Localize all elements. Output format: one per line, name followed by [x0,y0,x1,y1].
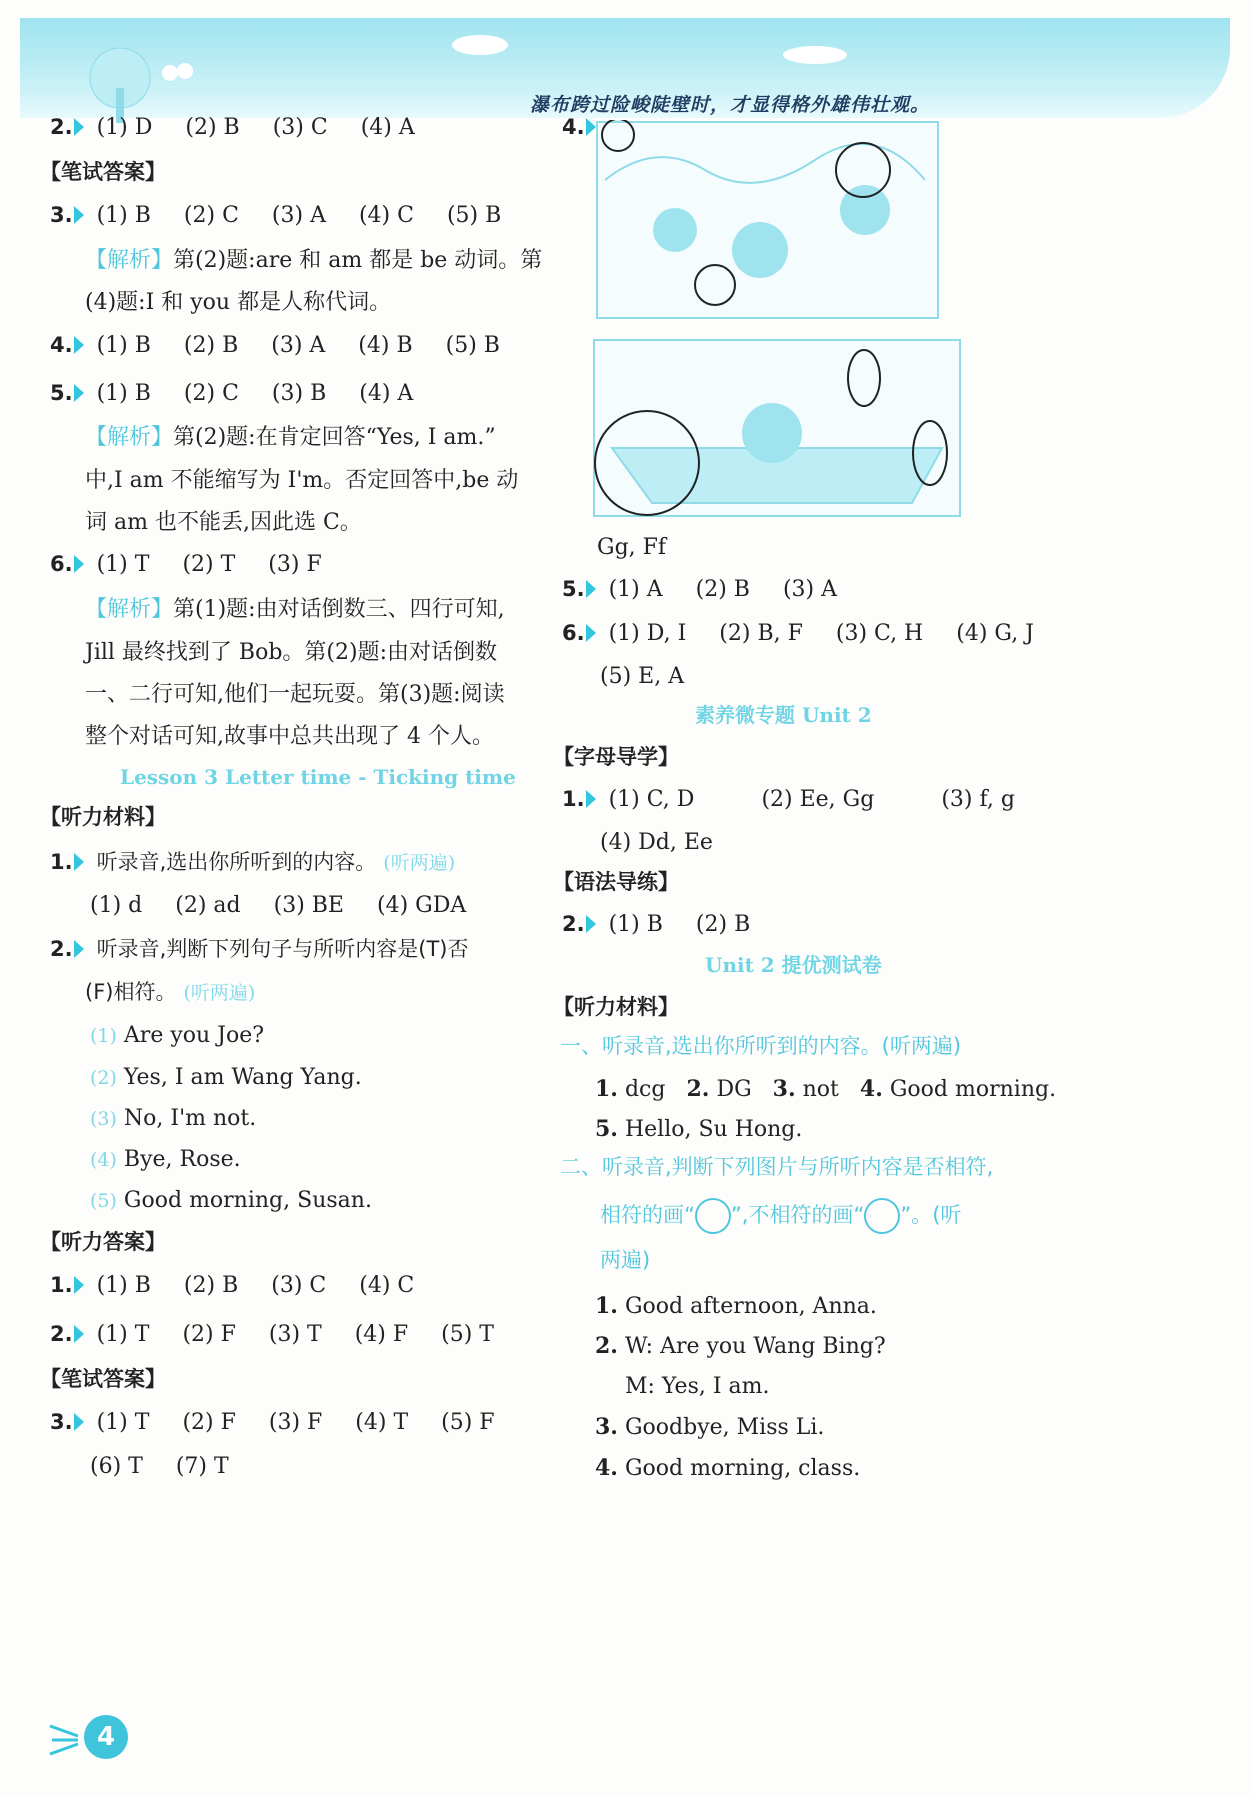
header-motto: 瀑布跨过险峻陡壁时，才显得格外雄伟壮观。 [529,94,930,116]
question-text: 听录音,判断下列句子与所听内容是(T)否 [96,937,469,961]
answer: (5) B [445,333,500,358]
script-line [595,1414,824,1441]
answer: (4) B [358,333,413,358]
section-heading: 【笔试答案】 [40,1367,166,1391]
answer: (3) F [268,1410,323,1435]
script-line [595,1076,1056,1103]
explanation-line: (4)题:I 和 you 都是人称代词。 [85,290,392,315]
answer: (2) B [185,115,240,140]
page-number: 4 [84,1715,128,1759]
answer-line [50,1273,440,1299]
answer: (4) F [354,1322,409,1347]
item-number: (5) [90,1190,117,1212]
answer-line [50,1322,520,1348]
answer: (3) A [271,333,326,358]
answer-line [50,1410,521,1436]
script-item [90,1188,372,1214]
item-text: Goodbye, Miss Li. [624,1415,825,1440]
explanation-line: 整个对话可知,故事中总共出现了 4 个人。 [85,724,494,749]
item-number: 4. [859,1076,883,1102]
answer: (3) B [271,381,327,406]
instruction-text: ”,不相符的画“ [730,1203,865,1227]
option: (1) d [90,893,143,918]
script-item [90,1147,241,1173]
item-text: No, I'm not. [123,1106,257,1131]
answer: (6) T [90,1454,143,1479]
subsection-title-cont: 两遍) [600,1248,651,1272]
question-line-cont [85,980,255,1006]
option: (3) BE [273,893,344,918]
item-number: 4. [595,1455,618,1481]
answer: (2) B [183,1273,239,1298]
explanation-line [85,597,505,623]
question-number: 5. [50,381,84,406]
answer: (5) F [441,1410,495,1435]
answer: (1) C, D [608,787,695,812]
script-line [595,1455,860,1482]
subsection-title-cont [600,1198,961,1234]
answer-line: (5) E, A [600,664,685,689]
answer: (2) F [182,1322,236,1347]
section-heading: 【听力材料】 [553,995,679,1019]
item-text: Good morning. [889,1077,1057,1102]
answer: (2) B, F [719,621,803,646]
answer: (3) C [271,1273,327,1298]
answer: (1) B [96,203,151,228]
option: (4) GDA [377,893,467,918]
smiley-face-icon [695,1198,731,1234]
answer: (1) B [96,333,151,358]
answer-line-2 [50,115,441,141]
explanation-tag: 【解析】 [85,248,174,273]
answer: (4) A [359,381,414,406]
explanation-text: 第(2)题:在肯定回答“Yes, I am.” [173,425,496,450]
answer: (5) T [441,1322,494,1347]
answer: (2) B [183,333,239,358]
item-number: 2. [595,1333,618,1359]
question-number: 5. [562,577,596,602]
item-number: (4) [90,1149,117,1171]
question-number: 6. [562,621,596,646]
question-number: 4. [562,115,596,140]
item-text: dcg [624,1077,666,1102]
explanation-tag: 【解析】 [85,425,174,450]
sparkle-icon [48,1718,84,1758]
option: (2) ad [175,893,241,918]
script-line [625,1374,770,1400]
answer-line [562,621,1060,647]
script-line [595,1293,877,1320]
item-text: Good afternoon, Anna. [624,1294,877,1319]
answer: (1) D, I [608,621,687,646]
answer-line [562,912,776,938]
script-item [90,1065,362,1091]
question-number: 2. [562,912,596,937]
question-hint: (听两遍) [383,852,456,874]
answer: (2) B [695,577,750,602]
answer: (1) B [608,912,663,937]
item-text: not [802,1077,839,1102]
answer: (1) T [96,1322,150,1347]
question-number: 2. [50,1322,84,1347]
subsection-title: 二、听录音,判断下列图片与所听内容是否相符, [560,1155,994,1179]
section-heading: 【听力材料】 [40,805,166,829]
question-number: 1. [50,850,84,875]
question-line [50,850,455,876]
answer: (3) C, H [835,621,924,646]
answer: (4) G, J [956,621,1035,646]
answer: (4) C [359,1273,415,1298]
explanation-line: 一、二行可知,他们一起玩耍。第(3)题:阅读 [85,682,505,707]
answer: (4) T [355,1410,409,1435]
answer-line [562,787,1041,813]
section-heading: 【语法导练】 [553,870,679,894]
item-number: (2) [90,1067,117,1089]
question-number: 4. [50,333,84,358]
item-text: DG [716,1077,752,1102]
script-item [90,1023,264,1049]
answer: (3) T [268,1322,322,1347]
answer-line [90,1454,255,1480]
answer: (1) B [96,381,151,406]
answer: (1) T [96,552,150,577]
explanation-line: 词 am 也不能丢,因此选 C。 [85,510,362,535]
sad-face-icon [864,1198,900,1234]
item-number: 3. [595,1414,618,1440]
item-text: Good morning, class. [624,1456,861,1481]
item-text: Are you Joe? [123,1023,265,1048]
answer: (3) A [782,577,838,602]
tree-illustration [80,43,200,123]
item-number: (3) [90,1108,117,1130]
item-text: Bye, Rose. [123,1147,241,1172]
section-title: Unit 2 提优测试卷 [705,953,882,977]
item-text: M: Yes, I am. [625,1374,770,1399]
answer-options [90,893,492,919]
answer: (1) D [96,115,153,140]
answer: (3) F [268,552,322,577]
item-text: Good morning, Susan. [123,1188,372,1213]
item-number: 1. [595,1293,618,1319]
answer-line-5 [50,381,439,407]
script-item [90,1106,256,1132]
question-number: 2. [50,115,84,140]
item-number: (1) [90,1025,117,1047]
section-heading: 【字母导学】 [553,745,679,769]
answer-line-3 [50,203,527,229]
header-banner [20,18,1230,118]
boat-illustration [592,338,962,518]
answer: (2) B [695,912,751,937]
explanation-line: 中,I am 不能缩写为 I'm。否定回答中,be 动 [85,468,519,493]
section-heading: 【听力答案】 [40,1230,166,1254]
answer-line [562,577,863,603]
subsection-title: 一、听录音,选出你所听到的内容。(听两遍) [560,1034,962,1058]
item-text: Yes, I am Wang Yang. [123,1065,362,1090]
explanation-tag: 【解析】 [85,597,174,622]
answer: (7) T [175,1454,229,1479]
answer: (3) f, g [941,787,1015,812]
answer: (5) B [446,203,502,228]
item-number: 1. [595,1076,618,1102]
section-title: 素养微专题 Unit 2 [695,703,872,727]
answer: (1) B [96,1273,151,1298]
question-text: (F)相符。 [85,980,177,1004]
item-number: 5. [595,1116,618,1142]
answer: (2) C [183,203,239,228]
instruction-text: 相符的画“ [600,1203,695,1227]
question-number: 1. [50,1273,84,1298]
answer-line: (4) Dd, Ee [600,830,713,855]
question-number: 3. [50,203,84,228]
script-line [595,1116,802,1143]
answer: (1) A [608,577,663,602]
question-number: 3. [50,1410,84,1435]
answer: (3) A [271,203,326,228]
answer: (4) A [360,115,415,140]
question-text: 听录音,选出你所听到的内容。 [96,850,377,874]
script-line [595,1333,886,1360]
answer: (4) C [358,203,414,228]
answer: (2) T [182,552,236,577]
lesson-title: Lesson 3 Letter time - Ticking time [120,765,516,789]
section-heading: 【笔试答案】 [40,160,166,184]
answer: (1) T [96,1410,150,1435]
answer: (2) C [183,381,239,406]
item-text: Hello, Su Hong. [624,1117,803,1142]
explanation-text: 第(1)题:由对话倒数三、四行可知, [173,597,505,622]
item-number: 2. [686,1076,710,1102]
answer: (3) C [272,115,328,140]
question-hint: (听两遍) [183,982,256,1004]
explanation-line [85,425,496,451]
answer-line-4 [50,333,526,359]
answer: (2) F [182,1410,236,1435]
explanation-line: Jill 最终找到了 Bob。第(2)题:由对话倒数 [85,640,497,665]
question-number: 1. [562,787,596,812]
item-text: W: Are you Wang Bing? [624,1334,886,1359]
explanation-line [85,248,542,274]
answer: (2) Ee, Gg [761,787,875,812]
cloud-icon [780,40,850,66]
question-line [50,937,468,963]
question-number: 6. [50,552,84,577]
answer-line-6 [50,552,348,578]
jungle-illustration [595,120,940,320]
cloud-icon [450,30,510,56]
instruction-text: ”。(听 [900,1203,962,1227]
question-number: 2. [50,937,84,962]
answer-text: Gg, Ff [597,535,667,560]
explanation-text: 第(2)题:are 和 am 都是 be 动词。第 [173,248,543,273]
item-number: 3. [772,1076,796,1102]
